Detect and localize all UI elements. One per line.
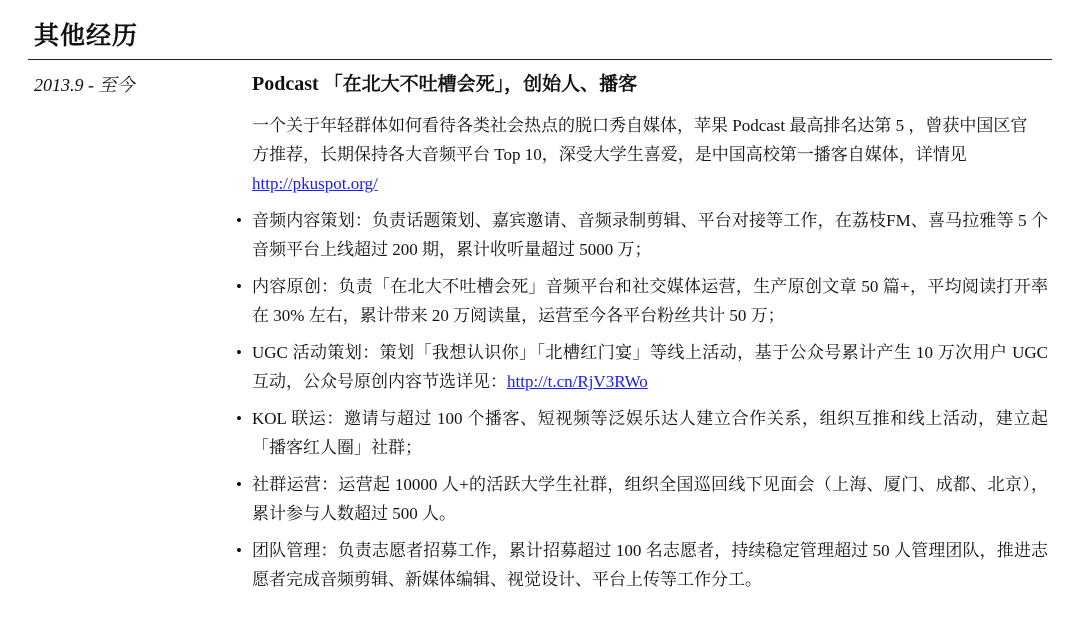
bullet-item-ugc-campaign (232, 338, 1048, 396)
bullet-text: 团队管理：负责志愿者招募工作，累计招募超过 100 名志愿者，持续稳定管理超过 50 人管理团队，推进志愿者完成音频剪辑、新媒体编辑、视觉设计、平台上传等工作分工。 (252, 541, 1048, 589)
entry-content (236, 69, 1048, 602)
bullet-dot-icon: • (236, 343, 242, 362)
bullet-dot-icon: • (236, 211, 242, 230)
bullet-item-audio-planning (232, 206, 1048, 264)
description-text: 一个关于年轻群体如何看待各类社会热点的脱口秀自媒体，苹果 Podcast 最高排名达第 5 ，曾获中国区官方推荐，长期保持各大音频平台 Top 10，深受大学生喜爱，是中国高校第一播客自媒体，详情见 (252, 116, 1028, 164)
section-title: 其他经历 (34, 21, 139, 50)
entry-description (252, 111, 1032, 198)
entry-date: 2013.9 - 至今 (34, 75, 135, 95)
headline-prefix: Podcast (252, 73, 319, 95)
bullet-dot-icon: • (236, 277, 242, 296)
bullet-text: KOL 联运：邀请与超过 100 个播客、短视频等泛娱乐达人建立合作关系，组织互推和线上活动，建立起「播客红人圈」社群； (252, 409, 1048, 457)
pkuspot-link[interactable]: http://pkuspot.org/ (252, 174, 378, 193)
entry-headline (252, 69, 1048, 99)
bullet-item-original-content (232, 272, 1048, 330)
bullet-text: 音频内容策划：负责话题策划、嘉宾邀请、音频录制剪辑、平台对接等工作，在荔枝FM、喜马拉雅等 5 个音频平台上线超过 200 期，累计收听量超过 5000 万； (252, 211, 1048, 259)
bullet-dot-icon: • (236, 475, 242, 494)
bullet-dot-icon: • (236, 409, 242, 428)
bullet-item-team-management (232, 536, 1048, 594)
bullet-item-community (232, 470, 1048, 528)
ugc-link[interactable]: http://t.cn/RjV3RWo (507, 372, 648, 391)
bullet-text: UGC 活动策划：策划「我想认识你」「北槽红门宴」等线上活动，基于公众号累计产生 10 万次用户 UGC 互动，公众号原创内容节选详见： (252, 343, 1048, 391)
bullet-dot-icon: • (236, 541, 242, 560)
bullet-list (232, 206, 1048, 594)
bullet-item-kol (232, 404, 1048, 462)
bullet-text: 内容原创：负责「在北大不吐槽会死」音频平台和社交媒体运营，生产原创文章 50 篇+，平均阅读打开率在 30% 左右，累计带来 20 万阅读量，运营至今各平台粉丝共计 50 万； (252, 277, 1048, 325)
section-divider (28, 59, 1052, 60)
bullet-text: 社群运营：运营起 10000 人+的活跃大学生社群，组织全国巡回线下见面会（上海、厦门、成都、北京），累计参与人数超过 500 人。 (252, 475, 1048, 523)
headline-org-role: 「在北大不吐槽会死」，创始人、播客 (323, 73, 638, 95)
